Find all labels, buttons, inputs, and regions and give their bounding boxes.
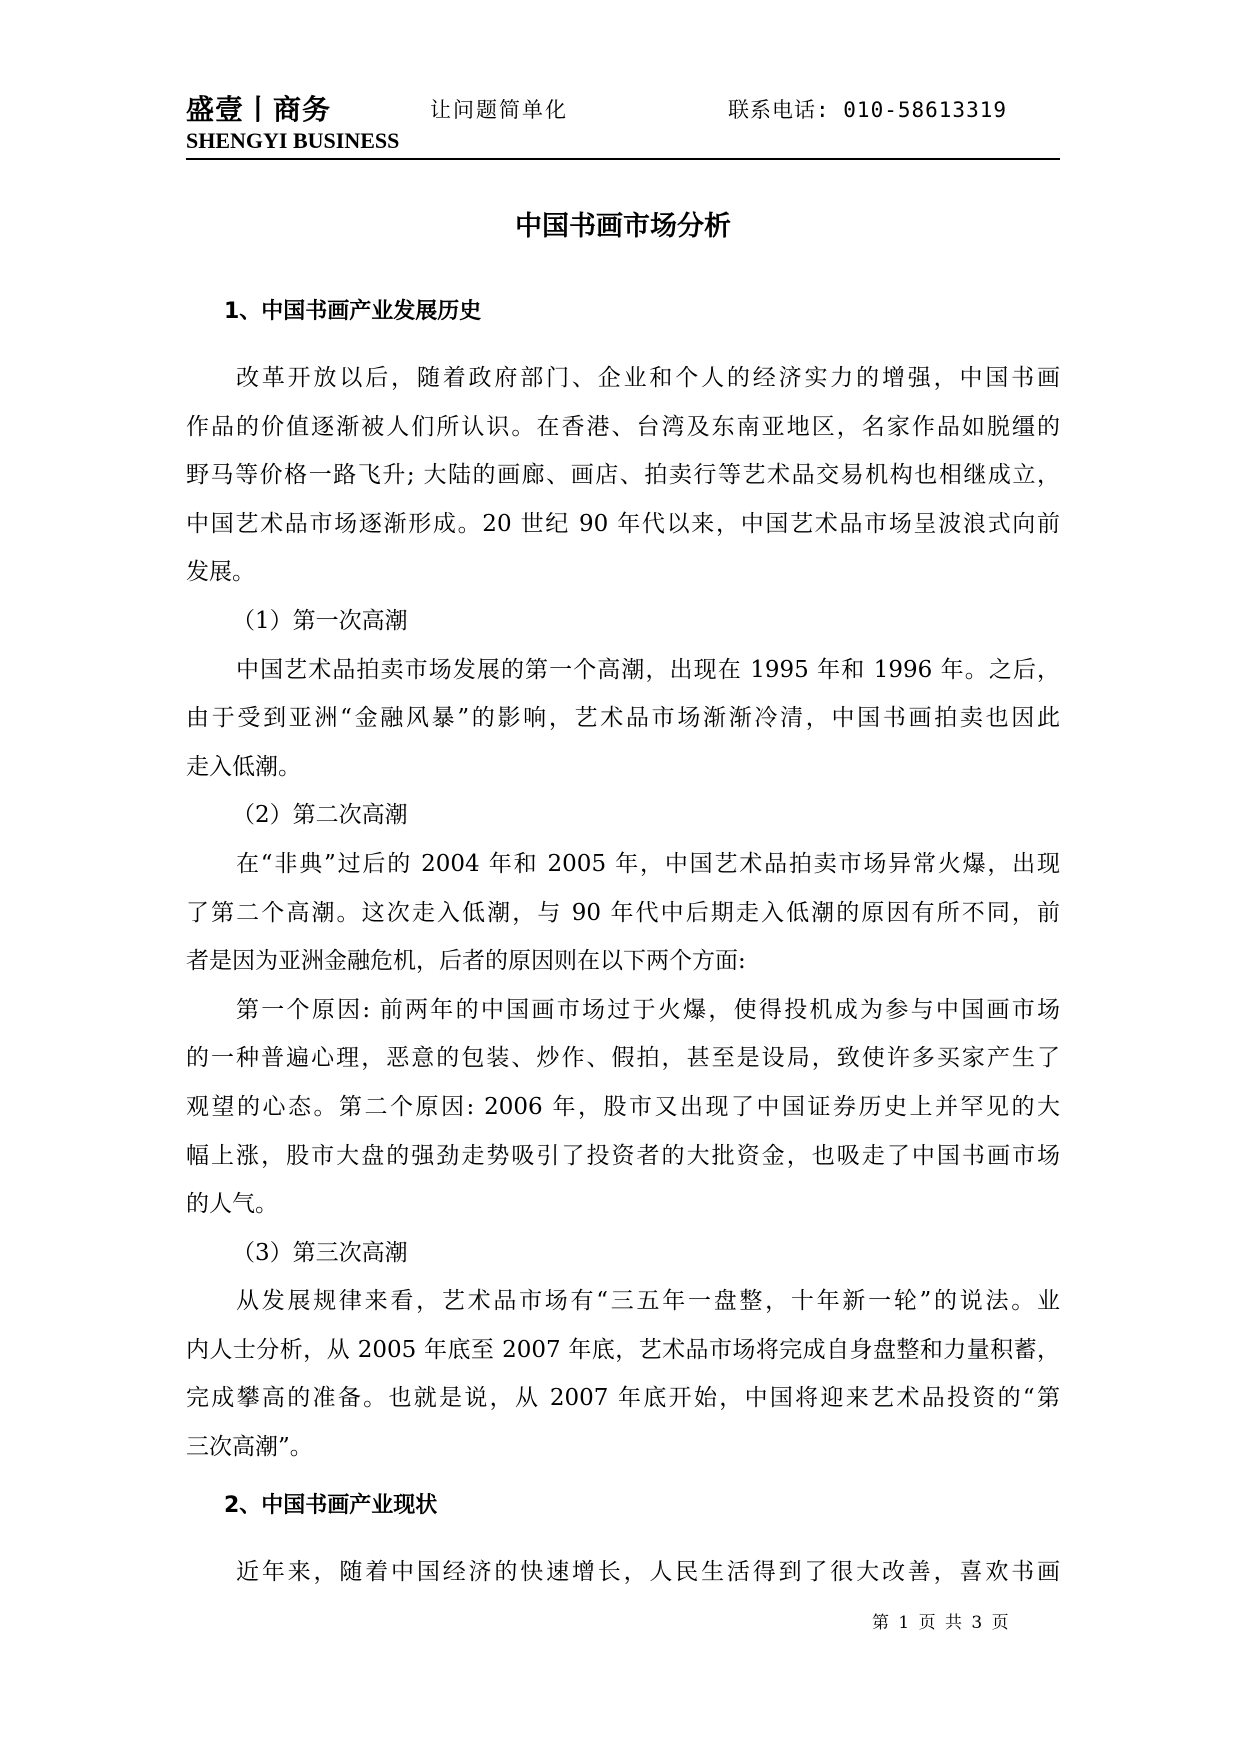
paragraph-line: 三次高潮”。 [186, 1434, 313, 1461]
subheading-third-peak: （3）第三次高潮 [232, 1239, 408, 1266]
document-title: 中国书画市场分析 [515, 211, 731, 242]
paragraph-line: 近年来，随着中国经济的快速增长，人民生活得到了很大改善，喜欢书画 [236, 1558, 1060, 1585]
paragraph-line: 中国艺术品市场逐渐形成。20 世纪 90 年代以来，中国艺术品市场呈波浪式向前 [186, 510, 1060, 537]
paragraph-line: 发展。 [186, 559, 255, 586]
paragraph-line: 由于受到亚洲“金融风暴”的影响，艺术品市场渐渐冷清，中国书画拍卖也因此 [186, 705, 1060, 732]
subheading-first-peak: （1）第一次高潮 [232, 607, 408, 634]
paragraph-line: 从发展规律来看，艺术品市场有“三五年一盘整，十年新一轮”的说法。业 [236, 1288, 1060, 1315]
paragraph-line: 完成攀高的准备。也就是说，从 2007 年底开始，中国将迎来艺术品投资的“第 [186, 1385, 1060, 1412]
paragraph-line: 改革开放以后，随着政府部门、企业和个人的经济实力的增强，中国书画 [236, 365, 1060, 391]
paragraph-line: 第一个原因: 前两年的中国画市场过于火爆，使得投机成为参与中国画市场 [236, 996, 1060, 1023]
paragraph-line: 观望的心态。第二个原因: 2006 年，股市又出现了中国证券历史上并罕见的大 [186, 1093, 1060, 1120]
section-heading-current-status: 2、中国书画产业现状 [224, 1492, 438, 1518]
header-contact-phone: 联系电话: 010-58613319 [728, 98, 1008, 122]
paragraph-line: 内人士分析，从 2005 年底至 2007 年底，艺术品市场将完成自身盘整和力量积蓄， [186, 1336, 1060, 1363]
paragraph-line: 幅上涨，股市大盘的强劲走势吸引了投资者的大批资金，也吸走了中国书画市场 [186, 1142, 1060, 1169]
paragraph-line: 者是因为亚洲金融危机，后者的原因则在以下两个方面: [186, 948, 746, 975]
paragraph-line: 野马等价格一路飞升; 大陆的画廊、画店、拍卖行等艺术品交易机构也相继成立， [186, 462, 1060, 489]
paragraph-line: 走入低潮。 [186, 753, 301, 780]
header-slogan: 让问题简单化 [430, 98, 568, 122]
page-number: 第 1 页 共 3 页 [872, 1613, 1011, 1633]
paragraph-line: 中国艺术品拍卖市场发展的第一个高潮，出现在 1995 年和 1996 年。之后， [236, 656, 1060, 683]
page-header [186, 88, 1060, 160]
brand-name-chinese: 盛壹丨商务 [186, 93, 332, 126]
section-heading-history: 1、中国书画产业发展历史 [224, 299, 482, 324]
brand-name-english: SHENGYI BUSINESS [186, 128, 400, 153]
subheading-second-peak: （2）第二次高潮 [232, 802, 408, 829]
paragraph-line: 的人气。 [186, 1191, 278, 1218]
paragraph-line: 在“非典”过后的 2004 年和 2005 年，中国艺术品拍卖市场异常火爆，出现 [236, 850, 1060, 877]
paragraph-line: 了第二个高潮。这次走入低潮，与 90 年代中后期走入低潮的原因有所不同，前 [186, 899, 1060, 926]
paragraph-line: 作品的价值逐渐被人们所认识。在香港、台湾及东南亚地区，名家作品如脱缰的 [186, 413, 1060, 440]
paragraph-line: 的一种普遍心理，恶意的包装、炒作、假拍，甚至是设局，致使许多买家产生了 [186, 1045, 1060, 1072]
document-body [186, 292, 1060, 1596]
